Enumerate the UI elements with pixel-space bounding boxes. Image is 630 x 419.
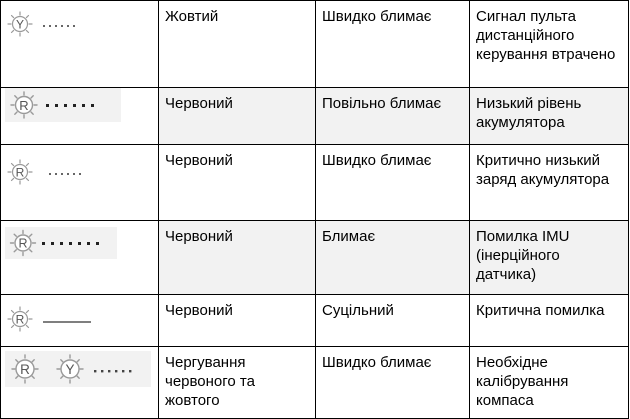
mode-cell: Повільно блимає	[316, 88, 470, 145]
indicator-cell	[1, 88, 159, 145]
mode-cell: Швидко блимає	[316, 347, 470, 419]
color-cell: Червоний	[159, 295, 316, 347]
led-letter: R	[20, 362, 30, 377]
mode-cell: Блимає	[316, 221, 470, 295]
color-cell: Червоний	[159, 88, 316, 145]
color-cell: Жовтий	[159, 1, 316, 88]
fast-blink-dots	[94, 370, 131, 372]
led-indicator-red-fast-dots	[5, 145, 158, 187]
indicator-cell	[1, 1, 159, 88]
led-indicator-red-blink-dots	[5, 221, 158, 259]
mode-cell: Суцільний	[316, 295, 470, 347]
meaning-cell: Помилка IMU (інерційного датчика)	[470, 221, 629, 295]
led-letter: R	[18, 236, 28, 251]
meaning-cell: Необхідне калібрування компаса	[470, 347, 629, 419]
indicator-cell	[1, 145, 159, 221]
led-yellow-icon	[57, 355, 83, 383]
table-row	[1, 221, 629, 295]
blink-dots	[42, 242, 99, 245]
led-letter: R	[15, 165, 25, 180]
led-red-icon	[8, 160, 32, 184]
color-cell: Червоний	[159, 221, 316, 295]
led-red-icon	[11, 231, 36, 256]
led-yellow-icon	[8, 12, 32, 36]
indicator-cell	[1, 221, 159, 295]
led-letter: R	[15, 312, 25, 327]
meaning-cell: Сигнал пульта дистанційного керування втрачено	[470, 1, 629, 88]
led-indicator-red-yellow-alternate	[5, 347, 158, 387]
table-row	[1, 1, 629, 88]
led-red-icon	[11, 92, 37, 118]
led-indicator-red-slow-dots	[5, 88, 158, 122]
meaning-cell: Критична помилка	[470, 295, 629, 347]
led-red-icon	[12, 355, 38, 383]
led-indicator-yellow-fast-dots	[5, 1, 158, 39]
mode-cell: Швидко блимає	[316, 145, 470, 221]
indicator-cell	[1, 295, 159, 347]
meaning-cell: Низький рівень акумулятора	[470, 88, 629, 145]
led-letter: Y	[15, 17, 25, 32]
table-row	[1, 88, 629, 145]
indicator-cell	[1, 347, 159, 419]
table-row	[1, 295, 629, 347]
led-letter: Y	[65, 362, 75, 377]
fast-blink-dots	[49, 173, 81, 175]
mode-cell: Швидко блимає	[316, 1, 470, 88]
slow-blink-dots	[46, 104, 94, 107]
led-letter: R	[19, 98, 29, 113]
led-red-icon	[8, 307, 32, 331]
fast-blink-dots	[43, 25, 75, 27]
table-row	[1, 145, 629, 221]
color-cell: Червоний	[159, 145, 316, 221]
meaning-cell: Критично низький заряд акумулятора	[470, 145, 629, 221]
color-cell: Чергування червоного та жовтого	[159, 347, 316, 419]
table-row	[1, 347, 629, 419]
led-indicator-red-solid	[5, 295, 158, 334]
